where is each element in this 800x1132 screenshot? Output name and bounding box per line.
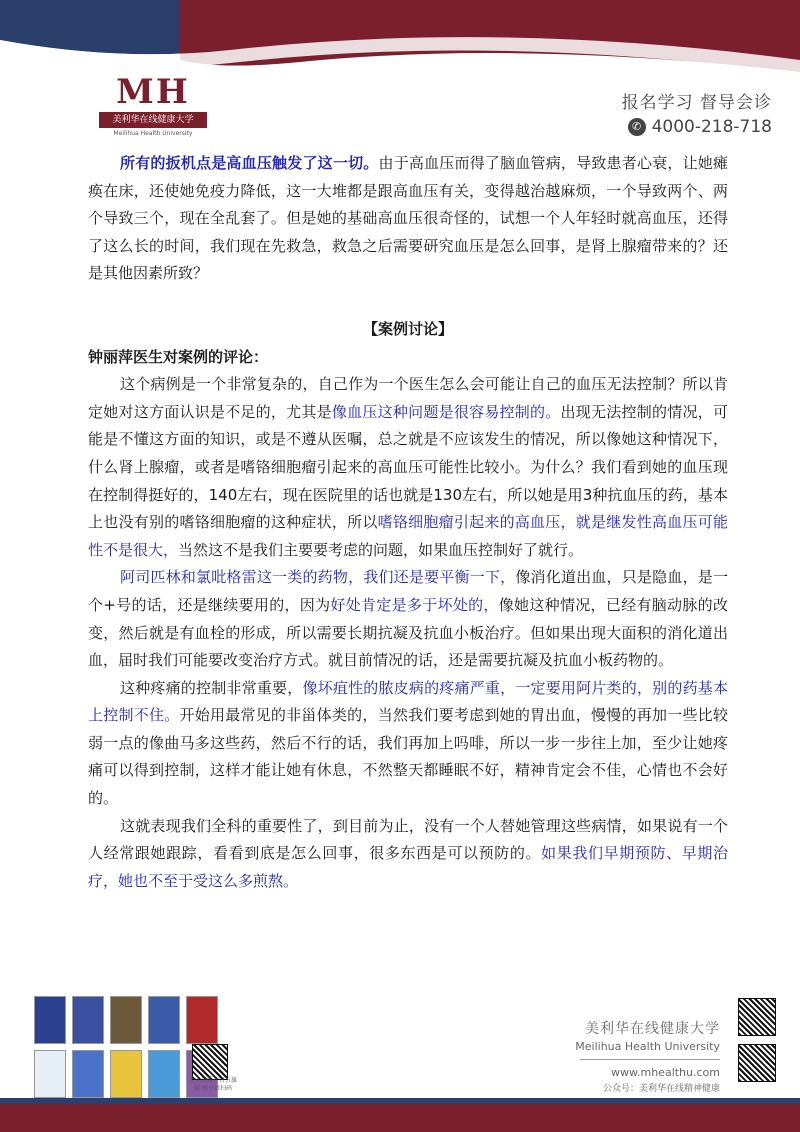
book-cover: [72, 996, 104, 1044]
book-cover: [72, 1050, 104, 1098]
divider: [580, 1059, 720, 1060]
book-cover: [110, 996, 142, 1044]
qr-code-icon: [192, 1044, 228, 1080]
qr-code-icon: [738, 998, 776, 1036]
book-cover: [110, 1050, 142, 1098]
text-segment: 由于高血压而得了脑血管病，导致患者心衰，让她瘫痪在床，还使她免疫力降低，这一大堆都是跟高血压有关，变得越治越麻烦，一个导致两个、两个导致三个，现在全乱套了。但是她的基础高血压很奇怪的，试想一个人年轻时就高血压，还得了这么长的时间，我们现在先救急，救急之后需要研究血压是怎么回事，是肾上腺瘤带来的？还是其他因素所致？: [88, 154, 728, 283]
highlighted-text: 像血压这种问题是很容易控制的。: [331, 402, 561, 421]
text-segment: 像她这种情况，已经有脑动脉的改变，然后就是有血栓的形成，所以需要长期抗凝及抗血小板治疗。但如果出现大面积的消化道出血，届时我们可能要改变治疗方式。就目前情况的话，还是需要抗凝及抗血小板药物的。: [88, 595, 728, 670]
books-caption: 北大出版社官方旗舰 图书请扫码: [188, 1077, 237, 1092]
text-segment: 这种疼痛的控制非常重要，: [120, 678, 303, 697]
highlighted-text: 像坏疽性的脓皮病的疼痛严重，一定要用阿片类的，别的药基本上控制不住。: [88, 678, 728, 725]
university-name-en: Meilihua Health University: [575, 1040, 720, 1053]
highlighted-text: 阿司匹林和氯吡格雷这一类的药物，我们还是要平衡一下，: [120, 568, 516, 587]
phone-number: 4000-218-718: [651, 117, 772, 137]
header-phone: [622, 117, 772, 137]
text-segment: 这个病例是一个非常复杂的，自己作为一个医生怎么会可能让自己的血压无法控制？所以肯定她对这方面认识是不足的，尤其是: [88, 375, 728, 421]
qr-code-icon: [738, 1044, 776, 1082]
university-info: [575, 1018, 720, 1094]
text-segment: 出现无法控制的情况，可能是不懂这方面的知识，或是不遵从医嘱，总之就是不应该发生的情况，所以像她这种情况下，什么肾上腺瘤，或者是嗜铬细胞瘤引起来的高血压可能性比较小。为什么？我们看到她的血压现在控制得挺好的，140左右，现在医院里的话也就是130左右，所以她是用3种抗血压的药，基本上也没有别的嗜铬细胞瘤的这种症状，所以: [88, 402, 728, 532]
text-segment: 开始用最常见的非甾体类的，当然我们要考虑到她的胃出血，慢慢的再加一些比较弱一点的像曲马多这些药，然后不行的话，我们再加上吗啡，所以一步一步往上加，至少让她疼痛可以得到控制，这样才能让她有休息，不然整天都睡眠不好，精神肯定会不佳，心情也不会好的。: [88, 706, 728, 808]
discussion-paragraph: [88, 564, 728, 674]
header-contact: [622, 88, 772, 137]
text-segment: 这就表现我们全科的重要性了，到目前为止，没有一个人替她管理这些病情，如果说有一个人经常跟她跟踪，看看到底是怎么回事，很多东西是可以预防的。: [88, 816, 728, 863]
book-cover: [148, 1050, 180, 1098]
university-name: 美利华在线健康大学: [585, 1021, 720, 1037]
logo-ribbon: 美利华在线健康大学: [99, 112, 207, 128]
section-title: 【案例讨论】: [362, 319, 453, 338]
wechat-account: 公众号：美利华在线精神健康: [602, 1084, 720, 1094]
university-logo: [98, 72, 208, 150]
intro-paragraph: [88, 150, 728, 288]
highlighted-text: 如果我们早期预防、早期治疗，她也不至于受这么多煎熬。: [88, 844, 728, 890]
website-link[interactable]: www.mhealthu.com: [611, 1066, 720, 1079]
footer-bar: [0, 1104, 800, 1132]
header-slogan: 报名学习 督导会诊: [621, 93, 772, 113]
discussion-paragraph: [88, 371, 728, 564]
book-cover: [148, 996, 180, 1044]
book-cover: [34, 1050, 66, 1098]
discussion-paragraph: [88, 675, 728, 813]
book-cover: [186, 996, 218, 1044]
logo-subtitle: Meilihua Health University: [113, 130, 193, 137]
highlighted-text: 好处肯定是多于坏处的，: [330, 595, 499, 614]
highlighted-text: 嗜铬细胞瘤引起来的高血压，就是继发性高血压可能性不是很大，: [88, 513, 728, 559]
text-segment: 当然这不是我们主要要考虑的问题，如果血压控制好了就行。: [178, 540, 584, 559]
phone-icon: ✆: [628, 118, 646, 136]
book-cover: [34, 996, 66, 1044]
document-body: [88, 150, 728, 895]
logo-monogram: MH: [116, 72, 190, 112]
highlighted-text: 所有的扳机点是高血压触发了这一切。: [120, 154, 379, 172]
page-header: [0, 0, 800, 150]
text-segment: 像消化道出血，只是隐血，是一个+号的话，还是继续要用的，因为: [88, 568, 728, 614]
discussion-paragraph: [88, 813, 728, 896]
commenter-heading: 钟丽萍医生对案例的评论：: [88, 347, 269, 366]
